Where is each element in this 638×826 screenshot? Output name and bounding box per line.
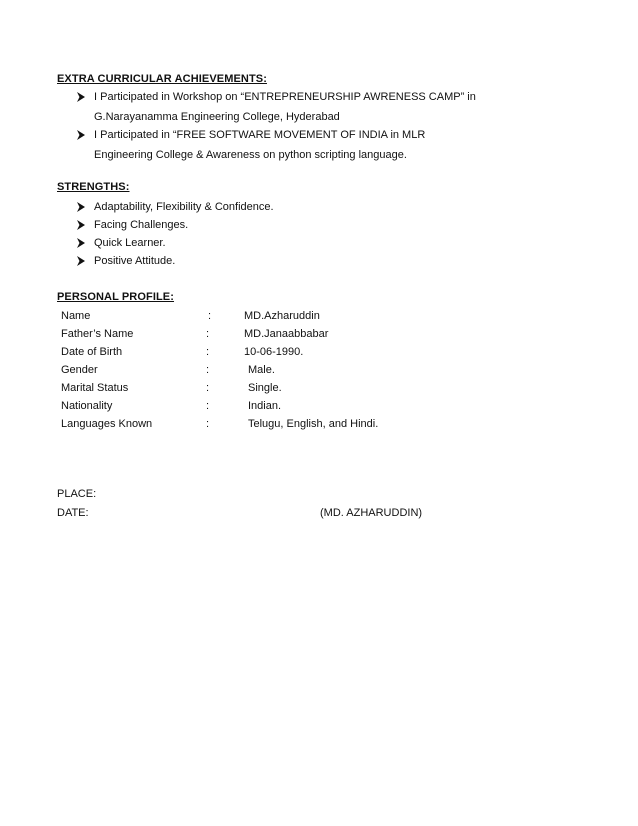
profile-value: Telugu, English, and Hindi.: [248, 418, 379, 430]
profile-colon: :: [208, 310, 212, 322]
profile-row-name: [0, 310, 638, 324]
strength-text: Positive Attitude.: [94, 255, 176, 267]
profile-label: Date of Birth: [61, 346, 123, 358]
strengths-heading: STRENGTHS:: [57, 181, 130, 193]
profile-row-father: [0, 328, 638, 342]
profile-row-marital: [0, 382, 638, 396]
achievement-line-1: I Participated in Workshop on “ENTREPRENEURSHIP AWRENESS CAMP” in: [94, 91, 476, 103]
profile-colon: :: [206, 364, 210, 376]
arrow-bullet-icon: [76, 129, 86, 141]
strength-text: Facing Challenges.: [94, 219, 189, 231]
strength-text: Quick Learner.: [94, 237, 166, 249]
arrow-bullet-icon: [76, 201, 86, 213]
profile-colon: :: [206, 418, 210, 430]
profile-colon: :: [206, 328, 210, 340]
profile-row-dob: [0, 346, 638, 360]
profile-colon: :: [206, 400, 210, 412]
profile-colon: :: [206, 346, 210, 358]
strength-text: Adaptability, Flexibility & Confidence.: [94, 201, 274, 213]
extra-curricular-heading: EXTRA CURRICULAR ACHIEVEMENTS:: [57, 73, 267, 85]
achievement-line-2: G.Narayanamma Engineering College, Hyderabad: [94, 111, 340, 123]
profile-row-gender: [0, 364, 638, 378]
place-label: PLACE:: [57, 488, 97, 500]
profile-label: Gender: [61, 364, 98, 376]
achievement-line-2: Engineering College & Awareness on python scripting language.: [94, 149, 407, 161]
profile-row-languages: [0, 418, 638, 432]
profile-label: Nationality: [61, 400, 113, 412]
personal-profile-heading: PERSONAL PROFILE:: [57, 291, 175, 303]
profile-label: Languages Known: [61, 418, 153, 430]
profile-label: Father’s Name: [61, 328, 134, 340]
profile-value: MD.Janaabbabar: [244, 328, 329, 340]
profile-row-nationality: [0, 400, 638, 414]
arrow-bullet-icon: [76, 255, 86, 267]
profile-colon: :: [206, 382, 210, 394]
profile-value: Indian.: [248, 400, 282, 412]
signature-name: (MD. AZHARUDDIN): [320, 507, 423, 519]
date-label: DATE:: [57, 507, 89, 519]
achievement-line-1: I Participated in “FREE SOFTWARE MOVEMENT OF INDIA in MLR: [94, 129, 426, 141]
arrow-bullet-icon: [76, 237, 86, 249]
arrow-bullet-icon: [76, 91, 86, 103]
profile-value: Single.: [248, 382, 282, 394]
arrow-bullet-icon: [76, 219, 86, 231]
profile-label: Marital Status: [61, 382, 129, 394]
profile-value: MD.Azharuddin: [244, 310, 320, 322]
profile-label: Name: [61, 310, 91, 322]
profile-value: Male.: [248, 364, 275, 376]
profile-value: 10-06-1990.: [244, 346, 304, 358]
